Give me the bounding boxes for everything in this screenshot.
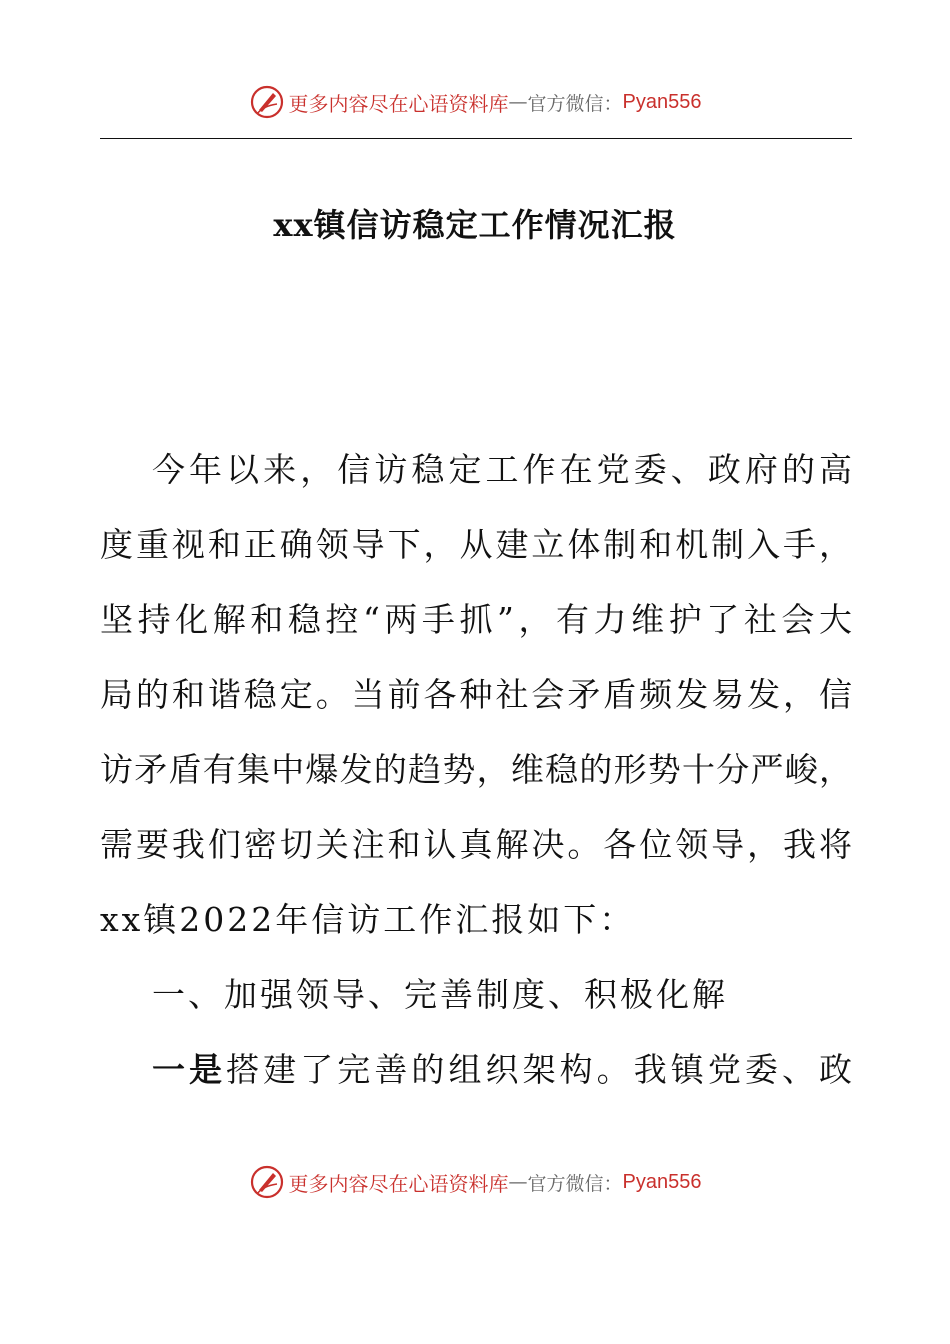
pen-logo-icon: [249, 84, 285, 120]
section-heading: 一、加强领导、完善制度、积极化解: [152, 975, 728, 1014]
banner-official-label: 官方微信：: [527, 92, 623, 115]
banner-dash: —: [508, 1171, 528, 1193]
banner-dash: —: [508, 91, 528, 113]
header-banner: [0, 82, 950, 122]
banner-wechat-id: Pyan556: [622, 90, 702, 113]
item-text: 搭建了完善的组织架构。我镇党委、政: [226, 1050, 852, 1089]
item-line: [100, 1032, 852, 1107]
item-lead: 一是: [152, 1050, 227, 1089]
paragraph-line: xx镇2022年信访工作汇报如下：: [100, 900, 636, 939]
document-title: xx镇信访稳定工作情况汇报: [273, 206, 677, 244]
footer-banner: [0, 1162, 950, 1202]
banner-official-label: 官方微信：: [527, 1172, 623, 1195]
header-divider: [100, 138, 852, 139]
banner-text: 更多内容尽在心语资料库: [288, 91, 509, 116]
paragraph-line: 今年以来，信访稳定工作在党委、政府的高: [152, 450, 852, 489]
paragraph-line: 局的和谐稳定。当前各种社会矛盾频发易发，信: [100, 675, 852, 714]
banner-text: 更多内容尽在心语资料库: [288, 1171, 509, 1196]
document-body: [100, 432, 852, 1107]
paragraph-line: 坚持化解和稳控“两手抓”，有力维护了社会大: [100, 600, 852, 639]
banner-wechat-id: Pyan556: [622, 1170, 702, 1193]
paragraph-line: 度重视和正确领导下，从建立体制和机制入手，: [100, 525, 852, 564]
paragraph-line: 需要我们密切关注和认真解决。各位领导，我将: [100, 825, 852, 864]
paragraph-line: 访矛盾有集中爆发的趋势，维稳的形势十分严峻，: [100, 750, 852, 789]
pen-logo-icon: [249, 1164, 285, 1200]
